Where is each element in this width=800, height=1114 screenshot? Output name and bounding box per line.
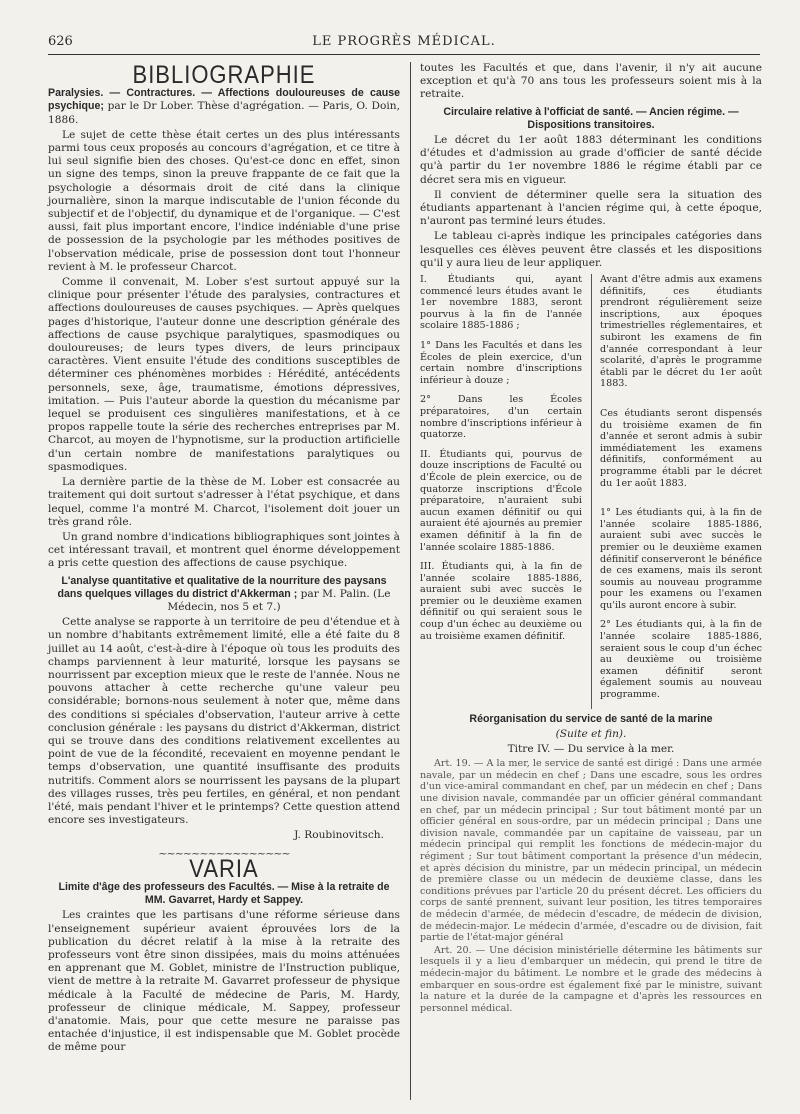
review1-paragraph: La dernière partie de la thèse de M. Lober est consacrée au traitement qui doit surtout s'adresser à l'état psychique, et dans lequel, comme l'a montré M. Charcot, l'isolement doit jouer un très grand rôle. bbox=[48, 476, 400, 528]
varia-paragraph: Les craintes que les partisans d'une réforme sérieuse dans l'enseignement supérieur avaient éprouvées lors de la publication du décret relatif à la mise à la retraite des professeurs vont être sinon dissipées, mais du moins atténuées en apprenant que M. Goblet, ministre de l'Instruction publique, vient de mettre à la retraite M. Gavarret professeur de physique médicale à la Faculté de médecine de Paris, M. Hardy, professeur de clinique médicale, M. Sappey, professeur d'anatomie. Mais, pour que cette mesure ne paraisse pas entachée d'injustice, il est indispensable que M. Goblet procède de même pour bbox=[48, 909, 400, 1054]
table-cell: 1° Dans les Facultés et dans les Écoles de plein exercice, d'un certain nombre d'inscriptions inférieur à douze ; bbox=[420, 340, 582, 386]
column-divider bbox=[410, 62, 411, 1100]
page-number: 626 bbox=[48, 34, 73, 49]
table-cell: Avant d'être admis aux examens définitifs, ces étudiants prendront régulièrement seize inscriptions, aux époques trimestrielles réglementaires, et subiront les examens de fin d'année correspondant à leur scolarité, d'après le programme établi par le décret du 1er août 1883. bbox=[600, 274, 762, 390]
page-header bbox=[48, 34, 760, 55]
table-left-column bbox=[420, 274, 582, 709]
review2-signature: J. Roubinovitsch. bbox=[294, 829, 384, 842]
table-cell: Ces étudiants seront dispensés du troisième examen de fin d'année et seront admis à subir immédiatement les examens définitifs, conformément au programme établi par le décret du 1er août 1883. bbox=[600, 407, 762, 489]
circular-paragraph: Le décret du 1er août 1883 déterminant les conditions d'études et d'admission au grade d'officier de santé décide qu'à partir du 1er novembre 1886 le régime établi par ce décret sera mis en vigueur. bbox=[420, 134, 762, 186]
ornament-divider: ~~~~~~~~~~~~~~~~ bbox=[158, 846, 290, 860]
reorg-subheading: (Suite et fin). bbox=[555, 727, 627, 740]
table-cell: II. Étudiants qui, pourvus de douze inscriptions de Faculté ou d'École de plein exercice, ou de quatorze inscriptions d'École préparatoire, n'auraient subi aucun examen définitif ou qui auraient été ajournés au premier examen définitif à la fin de l'année scolaire 1885-1886. bbox=[420, 448, 582, 553]
review2-paragraph: Cette analyse se rapporte à un territoire de peu d'étendue et à un nombre d'habitants extrêmement limité, elle a été faite du 8 juillet au 14 août, c'est-à-dire à l'époque où tous les produits des champs parviennent à leur maturité, lorsque les paysans se nourrissent par exception mieux que le reste de l'année. Nous ne pouvons attacher à cette recherche qu'une valeur peu considérable; bornons-nous seulement à noter que, même dans des conditions si spéciales d'observation, l'auteur arrive à cette conclusion générale : les paysans du district d'Akkerman, district qui se trouve dans des conditions relativement excellentes au point de vue de la fécondité, recevaient en moyenne pendant le temps d'observation, une quantité insuffisante des produits nutritifs. Comment alors se nourrissent les paysans de la plupart des villages russes, très peu fertiles, en général, et non pendant l'été, mais pendant l'hiver et le printemps? Cette question attend encore ses investigateurs. bbox=[48, 616, 400, 827]
review1-heading: Paralysies. — Contractures. — Affections douloureuses de cause psychique; bbox=[48, 87, 400, 113]
review1-paragraph: Le sujet de cette thèse était certes un des plus intéressants parmi tous ceux proposés au concours d'agrégation, et ce titre à lui seul signifie bien des choses. Qu'est-ce donc en effet, sinon un signe des temps, sinon la preuve frappante de ce fait que la psychologie a désormais droit de cité dans la clinique journalière, sinon la marque indiscutable de l'union féconde du subjectif et de l'objectif, du dynamique et de l'organique. — C'est aussi, fait plus important encore, l'indice indéniable d'une prise de possession de la psychologie par les méthodes positives de l'observation médicale, prise de possession dont tout l'honneur revient à M. le professeur Charcot. bbox=[48, 128, 400, 273]
circular-heading: Circulaire relative à l'officiat de santé. — Ancien régime. — Dispositions transitoires. bbox=[443, 105, 739, 131]
table-cell: I. Étudiants qui, ayant commencé leurs études avant le 1er novembre 1883, seront pourvus à la fin de l'année scolaire 1885-1886 ; bbox=[420, 274, 582, 332]
table-right-column bbox=[600, 274, 762, 709]
reorg-paragraph: Art. 19. — A la mer, le service de santé est dirigé : Dans une armée navale, par un médecin en chef ; Dans une escadre, sous les ordres d'un vice-amiral commandant en chef, par un médecin en chef ; Dans une division navale, commandée par un officier général commandant en chef, par un médecin principal ; Sur tout bâtiment monté par un officier général en sous-ordre, par un médecin principal ; Dans une division navale, commandée par un capitaine de vaisseau, par un médecin principal qui remplit les fonctions de médecin-major du régiment ; Sur tout bâtiment comportant la présence d'un médecin, et après décision du ministre, par un médecin principal, un médecin de première classe ou un médecin de deuxième classe, dans les conditions prévues par l'article 20 du présent décret. Les officiers du corps de santé prennent, suivant leur position, les titres temporaires de médecin d'armée, de médecin d'escadre, de médecin de division, de médecin-major. Le médecin d'armée, d'escadre ou de division, fait partie de l'état-major général bbox=[420, 758, 762, 944]
varia-title: VARIA bbox=[189, 853, 259, 883]
left-column bbox=[48, 62, 400, 1057]
reorg-paragraph: Art. 20. — Une décision ministérielle détermine les bâtiments sur lesquels il y a lieu d'embarquer un médecin, qui prend le titre de médecin-major du bâtiment. Le nombre et le grade des médecins à embarquer en sous-ordre est également fixé par le ministre, suivant la nature et la durée de la campagne et d'après les ressources en personnel médical. bbox=[420, 944, 762, 1014]
reorg-title: Titre IV. — Du service à la mer. bbox=[507, 743, 675, 756]
table-cell: 1° Les étudiants qui, à la fin de l'année scolaire 1885-1886, auraient subi avec succès le premier ou le deuxième examen définitif conserveront le bénéfice de ces examens, mais ils seront soumis au nouveau programme pour les examens ou l'examen qu'ils auront encore à subir. bbox=[600, 507, 762, 611]
table-cell: 2° Les étudiants qui, à la fin de l'année scolaire 1885-1886, seraient sous le coup d'un échec au deuxième ou troisième examen définitif seront également soumis au nouveau programme. bbox=[600, 619, 762, 701]
right-column bbox=[420, 62, 762, 1015]
review1-reference: par le Dr Lober. Thèse d'agrégation. — Paris, O. Doin, 1886. bbox=[48, 100, 400, 126]
review2-reference: par M. Palin. (Le Médecin, nos 5 et 7.) bbox=[167, 587, 391, 613]
circular-paragraph: Le tableau ci-après indique les principales catégories dans lesquelles ces élèves peuvent être classés et les dispositions qu'il y aura lieu de leur appliquer. bbox=[420, 230, 762, 269]
table-cell: III. Étudiants qui, à la fin de l'année scolaire 1885-1886, auraient subi avec succès le premier ou le deuxième examen définitif ou qui seraient sous le coup d'un échec au deuxième ou au troisième examen définitif. bbox=[420, 561, 582, 642]
varia-heading: Limite d'âge des professeurs des Facultés. — Mise à la retraite de MM. Gavarret, Hardy et Sappey. bbox=[58, 880, 390, 907]
circular-paragraph: Il convient de déterminer quelle sera la situation des étudiants appartenant à l'ancien régime qui, à cette époque, n'auront pas terminé leurs études. bbox=[420, 188, 762, 228]
review1-paragraph: Comme il convenait, M. Lober s'est surtout appuyé sur la clinique pour présenter l'étude des paralysies, contractures et affections douloureuses de causes psychiques. — Après quelques pages d'historique, l'auteur donne une description générale des affections de cause psychique paralytiques, spasmodiques ou douloureuses; de leurs types divers, de leurs principaux caractères. Vient ensuite l'étude des conditions susceptibles de déterminer ces phénomènes morbides : Hérédité, antécédents personnels, sexe, âge, traumatisme, émotions dépressives, imitation. — Puis l'auteur aborde la question du mécanisme par lequel se produisent ces singulières manifestations, et à ce propos rappelle toute la série des recherches entreprises par M. Charcot, au moyen de l'hypnotisme, sur la production artificielle d'un certain nombre de manifestations paralytiques ou spasmodiques. bbox=[48, 276, 400, 473]
varia-continuation: toutes les Facultés et que, dans l'avenir, il n'y ait aucune exception et qu'à 70 ans tous les professeurs soient mis à la retraite. bbox=[420, 62, 762, 101]
bibliographie-title: BIBLIOGRAPHIE bbox=[132, 60, 316, 89]
table-divider bbox=[591, 274, 592, 709]
review1-paragraph: Un grand nombre d'indications bibliographiques sont jointes à cet intéressant travail, et montrent quel énorme développement a pris cette question des affections de cause psychique. bbox=[48, 530, 400, 570]
journal-title: LE PROGRÈS MÉDICAL. bbox=[312, 34, 496, 49]
review2-heading: L'analyse quantitative et qualitative de la nourriture des paysans dans quelques villages du district d'Akkerman ; bbox=[57, 574, 387, 600]
table-cell: 2° Dans les Écoles préparatoires, d'un certain nombre d'inscriptions inférieur à quatorze. bbox=[420, 394, 582, 441]
transition-table bbox=[420, 274, 762, 709]
reorg-heading: Réorganisation du service de santé de la marine bbox=[469, 712, 713, 725]
